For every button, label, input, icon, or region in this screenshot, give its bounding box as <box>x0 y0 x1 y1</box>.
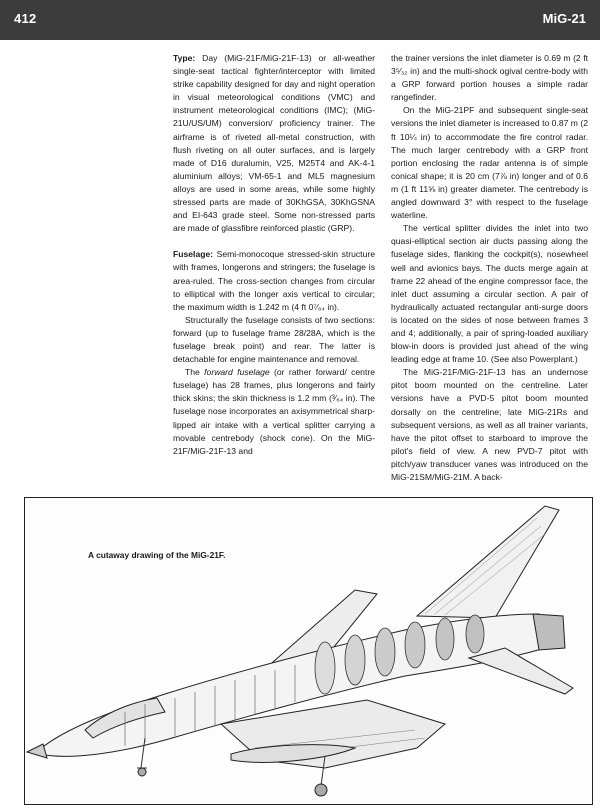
right-text-column <box>391 52 588 484</box>
page-number: 412 <box>14 11 37 26</box>
paragraph-fuselage <box>173 248 375 313</box>
fuselage-heading: Fuselage: <box>173 249 214 260</box>
paragraph-splitter: The vertical splitter divides the inlet into two quasi-elliptical section air ducts passing along the fuselage sides, flanking the cockpit(s), nosewheel well and avionics bays. The ducts merge again at frame 22 ahead of the engine compressor face, the inlet duct assuming a circular section. A pair of hydraulically actuated rectangular anti-surge doors is located on the sides of nose between frames 3 and 4; additionally, a pair of spring-loaded auxiliary blow-in doors is provided just ahead of the wing leading edge at frame 10. (See also Powerplant.) <box>391 223 588 365</box>
paragraph-forward-fuselage <box>173 366 375 458</box>
left-text-column <box>173 52 375 458</box>
paragraph-pitot: The MiG-21F/MiG-21F-13 has an undernose pitot boom mounted on the centreline. Later versions have a PVD-5 pitot boom mounted dorsally on the centreline; late MiG-21Rs and subsequent versions, as well as all trainer variants, have the pitot offset to starboard to improve the pilot's field of view. A new PVD-7 pitot with pitch/yaw transducer vanes was introduced on the MiG-21SM/MiG-21M. A back- <box>391 367 588 482</box>
type-heading: Type: <box>173 53 196 63</box>
forward-fuselage-pre: The <box>185 367 205 378</box>
paragraph-structure: Structurally the fuselage consists of two sections: forward (up to fuselage frame 28/28A, which is the fuselage break point) and rear. The latter is detachable for engine maintenance and removal. <box>173 314 375 365</box>
page-header <box>0 0 600 40</box>
paragraph-inlet-pf: On the MiG-21PF and subsequent single-seat versions the inlet diameter is increased to 0.87 m (2 ft 10¼ in) to accommodate the fire control radar. The much larger centrebody with a GRP front portion enclosing the radar antenna is of simple conical shape; it is 20 cm (7⅞ in) longer and of 0.6 m (1 ft 11⅝ in) greater diameter. The centrebody is angled downward 3° with respect to the fuselage waterline. <box>391 105 588 221</box>
running-title: MiG-21 <box>542 11 586 26</box>
paragraph-inlet-trainer: the trainer versions the inlet diameter is 0.69 m (2 ft 3⁵⁄₃₂ in) and the multi-shock ogival centre-body with a GRP forward portion houses a simple radar rangefinder. <box>391 53 588 103</box>
fuselage-text: Semi-monocoque stressed-skin structure with frames, longerons and stringers; the fuselage is area-ruled. The cross-section changes from circular to elliptical with the longer axis vertical to circular; the maximum width is 1.242 m (4 ft 0⁷⁄₆₄ in). <box>173 249 375 312</box>
type-text: Day (MiG-21F/MiG-21F-13) or all-weather single-seat tactical fighter/interceptor with limited strike capability designed for day and night operation in visual meteorological conditions (VMC) and instrument meteorological conditions (IMC); (MiG-21U/US/UM) conversion/ proficiency trainer. The airframe is of riveted all-metal construction, with flush riveting on all outer surfaces, and is largely made of D16 duralumin, V25, M25T4 and AK-4-1 aluminium alloys; VM-65-1 and ML5 magnesium alloys are used in some areas, while some highly stressed parts are made of 30KhGSA, 30KhGSNA and EI-643 grade steel. Some non-stressed parts are made of glassfibre reinforced plastic (GRP). <box>173 53 375 234</box>
figure-caption: A cutaway drawing of the MiG-21F. <box>88 550 226 560</box>
cutaway-drawing <box>25 498 592 804</box>
cutaway-figure <box>24 497 593 805</box>
forward-fuselage-term: forward fuselage <box>204 367 270 378</box>
forward-fuselage-text: (or rather forward/ centre fuselage) has 28 frames, plus longerons and fairly thick skins; the skin thickness is 1.2 mm (³⁄₆₄ in). The fuselage nose incorporates an axisymmetrical sharp-lipped air intake with a vertical splitter carrying a movable centrebody (shock cone). On the MiG-21F/MiG-21F-13 and <box>173 367 375 456</box>
paragraph-type <box>173 52 375 235</box>
